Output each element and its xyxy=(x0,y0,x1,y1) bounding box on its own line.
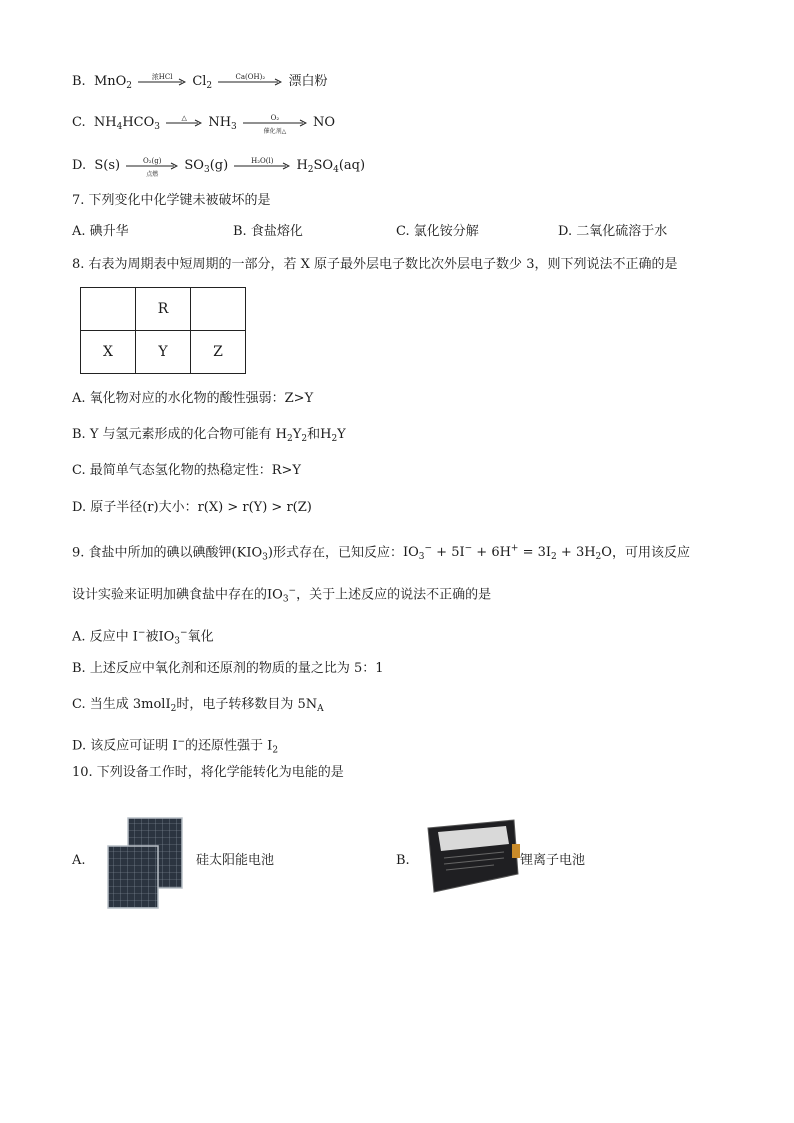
product: 漂白粉 xyxy=(288,74,328,89)
q10-option-a-label: 硅太阳能电池 xyxy=(196,853,275,868)
table-row xyxy=(81,288,246,331)
table-cell: Y xyxy=(136,331,191,374)
q9-stem-line1: 9. 食盐中所加的碘以碘酸钾$(KIO_3)$形式存在，已知反应：$IO_3^- + 5I^- + 6H^+ = 3I_2 + 3H_2O$，可用该反应 xyxy=(72,544,690,563)
q9-option-c: C. 当生成 3molI$_2$时，电子转移数目为 $5N_A$ xyxy=(72,697,324,714)
reaction-arrow: 浓HCl xyxy=(138,78,186,86)
reaction-equation: $IO_3^- + 5I^- + 6H^+ = 3I_2 + 3H_2O$ xyxy=(402,544,612,563)
solar-panel-image xyxy=(106,816,184,910)
q8-option-c: C. 最简单气态氢化物的热稳定性：R>Y xyxy=(72,463,302,478)
formula: $NH_4HCO_3$ xyxy=(93,115,161,132)
q9-option-d: D. 该反应可证明 I−的还原性强于 $I_2$ xyxy=(72,737,279,756)
reaction-arrow: Ca(OH)₂ xyxy=(218,78,282,86)
q7-option-c: C. 氯化铵分解 xyxy=(396,224,479,239)
formula: $SO_3(g)$ xyxy=(184,158,229,175)
periodic-table-fragment xyxy=(80,287,246,374)
q10-option-b-label: 锂离子电池 xyxy=(520,853,586,868)
product: $H_2SO_4(aq)$ xyxy=(296,158,366,175)
table-cell: R xyxy=(136,288,191,331)
reaction-arrow: △ xyxy=(166,119,202,127)
table-row xyxy=(81,331,246,374)
q6-option-d xyxy=(72,157,365,179)
q8-stem: 8. 右表为周期表中短周期的一部分，若 X 原子最外层电子数比次外层电子数少 3，则下列说法不正确的是 xyxy=(72,257,678,272)
q10-option-a-letter: A. xyxy=(72,853,86,868)
q6-option-c xyxy=(72,114,335,136)
lithium-battery-image xyxy=(414,818,520,896)
option-letter: D. xyxy=(72,158,87,173)
formula: MnO$_2$ xyxy=(93,74,133,91)
option-letter: C. xyxy=(72,115,86,130)
table-cell xyxy=(81,288,136,331)
table-cell: Z xyxy=(191,331,246,374)
q10-option-b-letter: B. xyxy=(396,853,410,868)
reaction-arrow: H₂O(l) xyxy=(234,162,290,170)
reaction-arrow: O₂(g) 点燃 xyxy=(126,162,178,170)
q8-option-b: B. Y 与氢元素形成的化合物可能有 $H_2Y_2$和$H_2Y$ xyxy=(72,427,346,444)
reaction-arrow: O₂ 催化剂△ xyxy=(243,119,307,127)
table-cell xyxy=(191,288,246,331)
q10-stem: 10. 下列设备工作时，将化学能转化为电能的是 xyxy=(72,765,344,780)
q8-option-d: D. 原子半径(r)大小：r(X) > r(Y) > r(Z) xyxy=(72,500,312,515)
option-letter: B. xyxy=(72,74,86,89)
formula: $Cl_2$ xyxy=(192,74,213,91)
q8-option-a: A. 氧化物对应的水化物的酸性强弱：Z>Y xyxy=(72,391,314,406)
formula: S(s) xyxy=(94,158,121,173)
q7-option-d: D. 二氧化硫溶于水 xyxy=(558,224,668,239)
q6-option-b xyxy=(72,73,327,95)
formula: $NH_3$ xyxy=(208,115,237,132)
table-cell: X xyxy=(81,331,136,374)
product: NO xyxy=(313,115,336,130)
q9-option-a: A. 反应中 I−被$IO_3^-$氧化 xyxy=(72,628,214,647)
q9-stem-line2: 设计实验来证明加碘食盐中存在的$IO_3^-$，关于上述反应的说法不正确的是 xyxy=(72,586,492,605)
q7-stem: 7. 下列变化中化学键未被破坏的是 xyxy=(72,193,271,208)
q7-option-b: B. 食盐熔化 xyxy=(233,224,303,239)
q9-option-b: B. 上述反应中氧化剂和还原剂的物质的量之比为 5：1 xyxy=(72,661,384,676)
q7-option-a: A. 碘升华 xyxy=(72,224,129,239)
